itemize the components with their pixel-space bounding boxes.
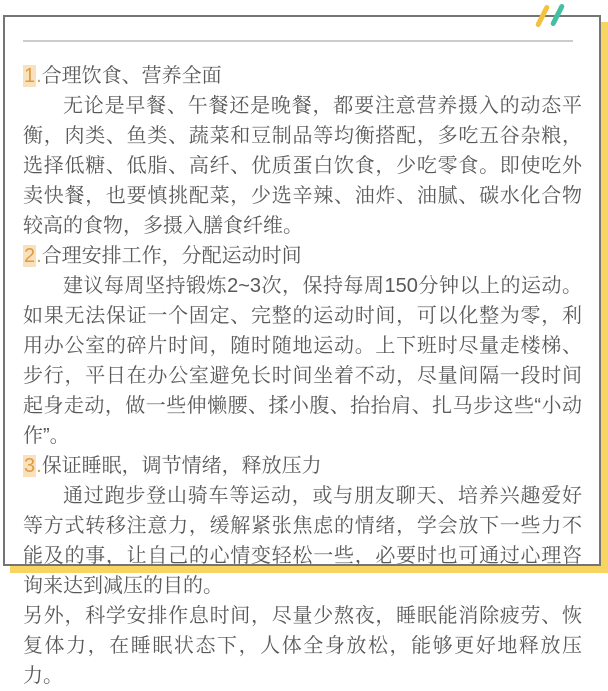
section-paragraph: 通过跑步登山骑车等运动，或与朋友聊天、培养兴趣爱好等方式转移注意力，缓解紧张焦虑的情绪，学会放下一些力不能及的事，让自己的心情变轻松一些，必要时也可通过心理咨询来达到减压的目的。 <box>23 485 582 597</box>
section-heading <box>23 451 582 481</box>
article-card <box>3 15 601 687</box>
section-paragraph: 无论是早餐、午餐还是晚餐，都要注意营养摄入的动态平衡，肉类、鱼类、蔬菜和豆制品等均衡搭配，多吃五谷杂粮，选择低糖、低脂、高纤、优质蛋白饮食，少吃零食。即使吃外卖快餐，也要慎挑配菜，少选辛辣、油炸、油腻、碳水化合物较高的食物，多摄入膳食纤维。 <box>23 95 582 237</box>
section-title: 保证睡眠，调节情绪，释放压力 <box>41 455 322 477</box>
section-diet <box>23 61 582 241</box>
section-number: 1 <box>24 65 36 87</box>
section-paragraph: 建议每周坚持锻炼2~3次，保持每周150分钟以上的运动。如果无法保证一个固定、完整的运动时间，可以化整为零，利用办公室的碎片时间，随时随地运动。上下班时尽量走楼梯、步行，平日在办公室避免长时间坐着不动，尽量间隔一段时间起身走动，做一些伸懒腰、揉小腹、抬抬肩、扎马步这些“小动作”。 <box>23 275 582 447</box>
section-paragraph: 另外，科学安排作息时间，尽量少熬夜，睡眠能消除疲劳、恢复体力，在睡眠状态下，人体全身放松，能够更好地释放压力。 <box>23 605 582 687</box>
slash-teal-icon <box>550 3 565 27</box>
section-number: 3 <box>24 455 36 477</box>
article-content <box>5 42 599 691</box>
section-heading <box>23 61 582 91</box>
section-title: 合理饮食、营养全面 <box>41 65 222 87</box>
section-number-dot: . <box>36 455 42 477</box>
section-exercise <box>23 241 582 451</box>
section-title: 合理安排工作，分配运动时间 <box>41 245 302 267</box>
double-slash-icon <box>536 2 568 30</box>
slash-yellow-icon <box>535 4 550 28</box>
section-heading <box>23 241 582 271</box>
section-number-dot: . <box>36 245 42 267</box>
section-sleep <box>23 451 582 691</box>
section-number-dot: . <box>36 65 42 87</box>
section-number: 2 <box>24 245 36 267</box>
